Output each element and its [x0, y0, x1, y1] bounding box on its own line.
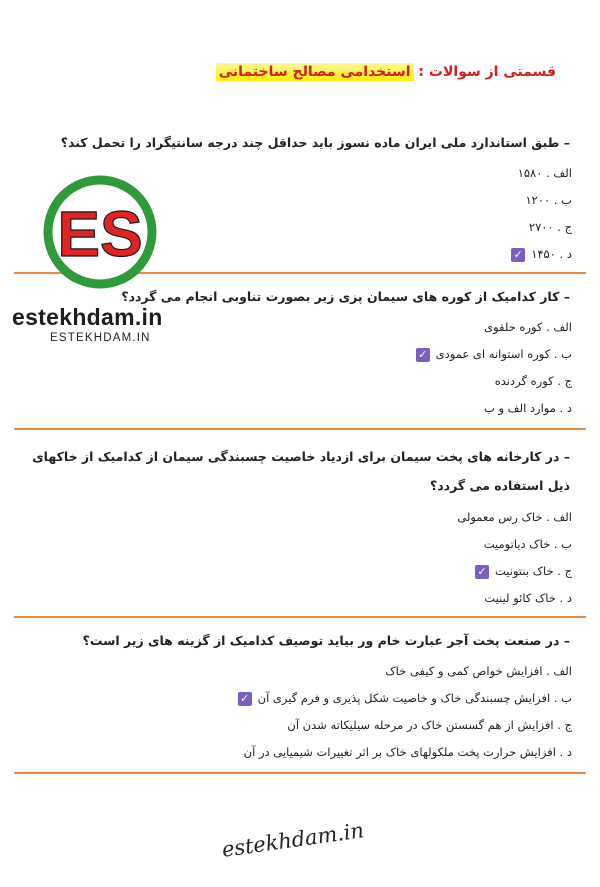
- title-prefix: قسمتی از سوالات :: [418, 64, 556, 80]
- question-text: – کار کدامیک از کوره های سیمان پزی زیر بصورت تناوبی انجام می گردد؟: [121, 289, 570, 304]
- separator-line: [14, 428, 586, 430]
- option-item[interactable]: ج . افزایش از هم گسستن خاک در مرحله سیلیکاته شدن آن: [287, 718, 572, 732]
- option-item[interactable]: د . موارد الف و ب: [483, 401, 572, 415]
- check-icon: ✓: [475, 565, 489, 579]
- option-item[interactable]: الف . خاک رس معمولی: [457, 510, 572, 524]
- logo-caps-text: ESTEKHDAM.IN: [50, 332, 151, 344]
- option-item[interactable]: د . افزایش حرارت پخت ملکولهای خاک بر اثر تغییرات شیمیایی در آن: [243, 745, 572, 759]
- option-item[interactable]: د . ۱۴۵۰ ✓: [12, 241, 572, 268]
- separator-line: [14, 616, 586, 618]
- check-icon: ✓: [511, 248, 525, 262]
- check-icon: ✓: [238, 692, 252, 706]
- option-item[interactable]: الف . کوره حلقوی: [484, 320, 572, 334]
- separator-line: [14, 772, 586, 774]
- page-title: [216, 64, 556, 80]
- option-item[interactable]: ج . ۲۷۰۰: [528, 220, 572, 234]
- logo-icon: [40, 172, 160, 292]
- question-text: – طبق استاندارد ملی ایران ماده نسوز باید حداقل چند درجه سانتیگراد را تحمل کند؟: [60, 135, 570, 150]
- logo-mark: ES: [57, 198, 143, 270]
- option-item[interactable]: ج . خاک بنتونیت ✓: [12, 558, 572, 585]
- question-text: – در کارخانه های پخت سیمان برای ازدیاد خاصیت چسبندگی سیمان از کدامیک از خاکهای ذیل استفاده می گردد؟: [32, 449, 570, 493]
- option-item[interactable]: ج . کوره گردنده: [494, 374, 572, 388]
- check-icon: ✓: [416, 348, 430, 362]
- option-item[interactable]: د . خاک کائو لینیت: [484, 591, 572, 605]
- title-highlight: استخدامی مصالح ساختمانی: [216, 63, 414, 81]
- question-text: – در صنعت پخت آجر عبارت خام ور بیاید توصیف کدامیک از گزینه های زیر است؟: [82, 633, 570, 648]
- option-item[interactable]: ب . ۱۲۰۰: [525, 193, 572, 207]
- question-block-4: [12, 628, 572, 766]
- option-item[interactable]: الف . ۱۵۸۰: [517, 166, 572, 180]
- question-block-3: [12, 442, 572, 612]
- option-item[interactable]: ب . خاک دیاتومیت: [483, 537, 572, 551]
- option-item[interactable]: ب . افزایش چسبندگی خاک و خاصیت شکل پذیری و فرم گیری آن ✓: [12, 685, 572, 712]
- option-item[interactable]: الف . افزایش خواص کمی و کیفی خاک: [385, 664, 572, 678]
- watermark-text: estekhdam.in: [220, 818, 366, 862]
- option-item[interactable]: ب . کوره استوانه ای عمودی ✓: [12, 341, 572, 368]
- logo-site-text: estekhdam.in: [12, 304, 163, 330]
